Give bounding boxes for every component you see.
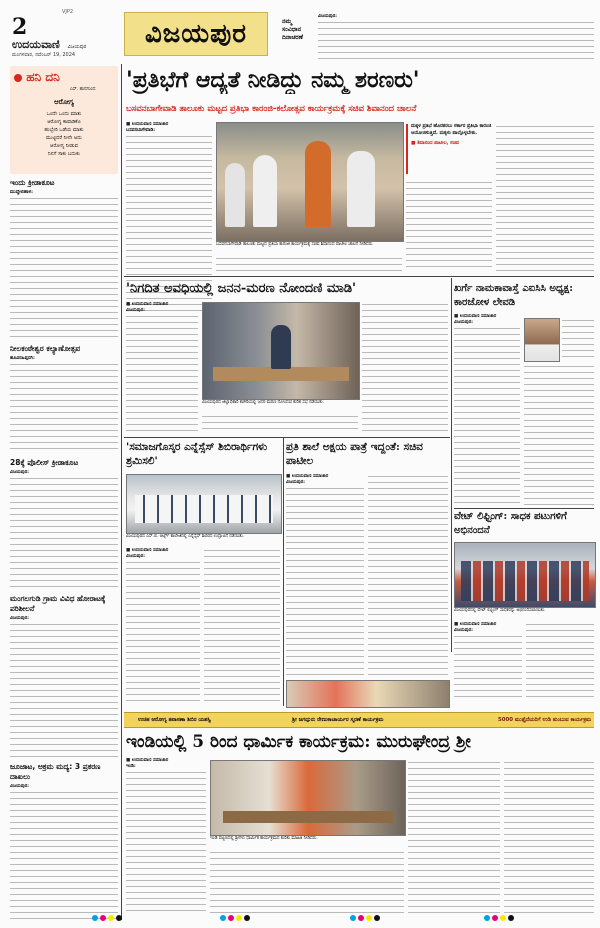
registration-dot-icon [116, 915, 122, 921]
registration-dot-icon [92, 915, 98, 921]
brief-5-dateline: ವಿಜಯಪುರ: [10, 784, 29, 789]
story2-caption: ವಿಜಯಪುರದ ಜಿಲ್ಲಾಧಿಕಾರಿ ಕಚೇರಿಯಲ್ಲಿ ಜನನ-ಮರಣ ನೋಂದಣಿ ಕುರಿತ ಸಭೆ ನಡೆಯಿತು. [202, 400, 324, 405]
registration-dot-icon [492, 915, 498, 921]
bottom-body-far-right [504, 760, 594, 916]
vertical-divider [283, 438, 284, 706]
story4-photo [126, 474, 282, 534]
story6-byline: ■ ಉದಯವಾಣಿ ಸಮಾಚಾರ [454, 622, 497, 627]
quote-line: ಆರೋಗ್ಯ ಕಾಪಾಡಿಕೊ [47, 119, 81, 125]
edition-title-box [124, 12, 268, 56]
story6-photo [454, 542, 596, 608]
top-right-dateline: ವಿಜಯಪುರ: [318, 14, 337, 19]
brief-4-headline: ಮಂಗಲಗುಡಿ ಗ್ರಾಮ ವಿವಿಧ ಹೋರಾಟಕ್ಕೆ ಪರಿಶೀಲನೆ [10, 594, 106, 613]
side-label [282, 18, 303, 42]
lead-subhead: ಬಸವನಬಾಗೇವಾಡಿ ತಾಲೂಕು ಮಟ್ಟದ ಪ್ರತಿಭಾ ಕಾರಂಜಿ-ಕಲೋತ್ಸವ ಕಾರ್ಯಕ್ರಮಕ್ಕೆ ಸಚಿವ ಶಿವಾನಂದ ಚಾಲನೆ [126, 104, 417, 114]
brand-logo [14, 70, 60, 85]
story4-body-right [204, 548, 280, 704]
bottom-headline: ಇಂಡಿಯಲ್ಲಿ 5 ರಿಂದ ಧಾರ್ಮಿಕ ಕಾರ್ಯಕ್ರಮ: ಮುರುಘೇಂದ್ರ ಶ್ರೀ [126, 732, 471, 752]
edition-title: ವಿಜಯಪುರ [144, 19, 247, 49]
lead-photo-figure [253, 155, 277, 227]
brief-4-dateline: ವಿಜಯಪುರ: [10, 616, 29, 621]
story4-body-left [126, 548, 200, 704]
story2-body-mid [202, 414, 358, 434]
bottom-body-left [126, 758, 206, 916]
brief-3 [10, 458, 118, 590]
brand-logo-text: ಹನಿ ದನಿ [26, 70, 60, 84]
section-divider [124, 276, 594, 277]
quote-line: ಹುಬ್ಬೇರಿ ಒಡೆಯ ಮಾತು [44, 127, 84, 133]
story4-byline: ■ ಉದಯವಾಣಿ ಸಮಾಚಾರ [126, 548, 169, 553]
lead-body-right [406, 180, 492, 272]
story5-body-left [286, 474, 364, 678]
page-header [0, 0, 600, 62]
story3-body-left [454, 314, 520, 506]
lead-photo [216, 122, 404, 242]
story6-caption: ವಿಜಯಪುರದಲ್ಲಿ ವೇಟ್ ಲಿಫ್ಟಿಂಗ್ ಸಾಧಕರನ್ನು ಅಭಿನಂದಿಸಲಾಯಿತು. [454, 608, 546, 613]
story3-body-side [562, 318, 594, 360]
story5-photo [286, 680, 450, 708]
brief-5 [10, 762, 118, 920]
story2-dateline: ವಿಜಯಪುರ: [126, 308, 145, 313]
lead-dateline: ಬಸವನಬಾಗೇವಾಡಿ: [126, 128, 156, 133]
story6-body-left [454, 622, 522, 702]
brand-box [10, 66, 118, 174]
page-number: 2 [12, 14, 28, 40]
lead-photo-figure [305, 141, 331, 227]
story6-photo-group [461, 561, 589, 601]
brief-2 [10, 344, 118, 454]
side-label-1: ನಮ್ಮ [282, 18, 292, 25]
section-divider [454, 508, 594, 509]
registration-dot-icon [236, 915, 242, 921]
story4-headline: 'ಸಮಾಜಗೊಸ್ಕರ ಎನ್ನೆಸ್ಸೆಸ್ ಶಿಬಿರಾರ್ಥಿಗಳು ಶ್ರಮಿಸಲಿ' [126, 441, 268, 467]
story5-body-right [368, 474, 448, 678]
registration-dot-icon [228, 915, 234, 921]
story4-caption: ವಿಜಯಪುರದ ಎಸ್.ಬಿ. ಆರ್ಟ್ಸ್ ಕಾಲೇಜಿನಲ್ಲಿ ಎನ್ನೆಸ್ಸೆಸ್ ಶಿಬಿರದ ಉದ್ಘಾಟನೆ ನಡೆಯಿತು. [126, 534, 245, 539]
registration-dot-icon [108, 915, 114, 921]
section-divider [124, 437, 450, 438]
story2-byline: ■ ಉದಯವಾಣಿ ಸಮಾಚಾರ [126, 302, 169, 307]
banner-left: ಉಚಿತ ಆರೋಗ್ಯ ತಪಾಸಣಾ ಶಿಬಿರ ಯಶಸ್ವಿ [138, 717, 211, 723]
lead-body-far-right [496, 124, 594, 272]
side-label-3: ದಿನಾಚರಣೆ [282, 34, 303, 41]
event-banner [124, 712, 594, 728]
registration-marks [0, 912, 600, 924]
bottom-body-right [408, 760, 500, 916]
story5-byline: ■ ಉದಯವಾಣಿ ಸಮಾಚಾರ [286, 474, 329, 479]
left-column [10, 62, 118, 920]
registration-dot-icon [100, 915, 106, 921]
story3-byline: ■ ಉದಯವಾಣಿ ಸಮಾಚಾರ [454, 314, 497, 319]
lead-byline: ■ ಉದಯವಾಣಿ ಸಮಾಚಾರ [126, 122, 169, 127]
registration-dot-icon [484, 915, 490, 921]
story3-headline: ಖರ್ಗೆ ನಾಮಕಾವಾಸ್ತೆ ಎಐಸಿಸಿ ಅಧ್ಯಕ್ಷ: ಕಾರಜೋಳ ಲೇವಡಿ [454, 283, 573, 308]
story6-headline: ವೇಟ್ ಲಿಫ್ಟಿಂಗ್: ಸಾಧಕ ಪಟುಗಳಿಗೆ ಅಭಿನಂದನೆ [454, 511, 567, 536]
story6-dateline: ವಿಜಯಪುರ: [454, 628, 473, 633]
story5-headline: ಪ್ರತಿ ಶಾಲೆ ಅಕ್ಷಯ ಪಾತ್ರೆ ಇದ್ದಂತೆ: ಸಚಿವ ಪಾಟೀಲ [286, 441, 423, 467]
bottom-photo-table [223, 811, 393, 823]
brief-5-body [10, 784, 118, 920]
registration-dot-icon [220, 915, 226, 921]
story2-headline: 'ನಿಗದಿತ ಅವಧಿಯಲ್ಲಿ ಜನನ-ಮರಣ ನೋಂದಣಿ ಮಾಡಿ' [126, 281, 357, 296]
brief-4-body [10, 616, 118, 758]
bottom-dateline: ಇಂಡಿ: [126, 764, 136, 769]
registration-dot-icon [244, 915, 250, 921]
date-line: ಮಂಗಳವಾರ, ನವೆಂಬರ್ 19, 2024 [12, 52, 76, 58]
bottom-byline: ■ ಉದಯವಾಣಿ ಸಮಾಚಾರ [126, 758, 169, 763]
bottom-body-mid [210, 850, 404, 916]
paper-edition: ವಿಜಯಪುರ [67, 44, 87, 50]
story4-dateline: ವಿಜಯಪುರ: [126, 554, 145, 559]
brand-mark-icon [14, 74, 22, 82]
brief-1-body [10, 190, 118, 340]
brief-5-headline: ಜೂಜಾಟ, ಅಕ್ರಮ ಮದ್ಯ: 3 ಪ್ರಕರಣ ದಾಖಲು [10, 762, 101, 781]
brief-3-headline: 28ಕ್ಕೆ ಪೊಲೀಸ್ ಕ್ರೀಡಾಕೂಟ [10, 458, 79, 467]
story6-body-right [526, 622, 594, 702]
banner-right: 5000 ಮುತ್ತೈದೆಯರಿಗೆ ಉಡಿ ತುಂಬುವ ಕಾರ್ಯಕ್ರಮ [498, 717, 592, 723]
top-tag: VJP2 [62, 9, 74, 15]
quote-title: ಆರೋಗ್ಯ [54, 98, 74, 106]
lead-headline: 'ಪ್ರತಿಭೆಗೆ ಆದ್ಯತೆ ನೀಡಿದ್ದು ನಮ್ಮ ಶರಣರು' [126, 67, 420, 93]
registration-dot-icon [374, 915, 380, 921]
story3-body-right [524, 364, 594, 506]
registration-dot-icon [358, 915, 364, 921]
vertical-divider [451, 278, 452, 652]
brief-1-dateline: ಮುದ್ದೇಬಿಹಾಳ: [10, 190, 33, 195]
story5-dateline: ವಿಜಯಪುರ: [286, 480, 305, 485]
lead-pullquote [406, 124, 495, 174]
paper-name-text: ಉದಯವಾಣಿ [12, 38, 60, 51]
story2-body-right [362, 302, 448, 434]
bottom-photo [210, 760, 406, 836]
quote-line: ನಿನಗೆ ಸಾಕು ಬದುಕು [48, 151, 80, 157]
story4-photo-group [135, 495, 273, 523]
top-right-brief [318, 14, 594, 60]
registration-dot-icon [366, 915, 372, 921]
quote-line: ಒಂದೇ ಒಂದು ಮಾತು [46, 111, 82, 117]
brief-3-dateline: ವಿಜಯಪುರ: [10, 470, 29, 475]
brief-2-body [10, 356, 118, 454]
story2-photo-table [213, 367, 349, 381]
pullquote-text: ಮಕ್ಕಳ ಪ್ರತಿಭೆ ಹೊರತರಲು ಸರ್ಕಾರ ಪ್ರತಿಭಾ ಕಾರಂಜಿ ಆಯೋಜಿಸುತ್ತಿದೆ. ಮಕ್ಕಳು ಪಾಲ್ಗೊಳ್ಳಬೇಕು. [411, 124, 492, 136]
lead-caption: ಬಸವನಬಾಗೇವಾಡಿ ತಾಲೂಕು ಮಟ್ಟದ ಪ್ರತಿಭಾ ಕಾರಂಜಿ ಕಾರ್ಯಕ್ರಮಕ್ಕೆ ಸಚಿವ ಶಿವಾನಂದ ಪಾಟೀಲ ಚಾಲನೆ ನೀಡಿದರು. [216, 242, 374, 247]
side-label-2: ಸಂವಿಧಾನ [282, 26, 302, 33]
story2-photo-figure [271, 325, 291, 369]
brief-3-body [10, 470, 118, 590]
bottom-caption: ಇಂಡಿ ಪಟ್ಟಣದಲ್ಲಿ ಶ್ರೀಗಳು ಧಾರ್ಮಿಕ ಕಾರ್ಯಕ್ರಮದ ಕುರಿತು ಮಾಹಿತಿ ನೀಡಿದರು. [210, 836, 318, 841]
column-divider [121, 64, 122, 920]
paper-name [12, 38, 86, 52]
quote-lines [10, 110, 118, 158]
quote-line: ಆರೋಗ್ಯ ನೀಡುವ [50, 143, 78, 149]
registration-dot-icon [350, 915, 356, 921]
brand-sub: ಎಸ್. ಹುನಗುಂದ [70, 87, 96, 92]
pullquote-name: ■ ಶಿವಾನಂದ ಪಾಟೀಲ, ಸಚಿವ [411, 141, 459, 146]
brief-4 [10, 594, 118, 758]
brief-2-dateline: ಹೂವಿನಹಿಪ್ಪರಗಿ: [10, 356, 35, 361]
story2-photo [202, 302, 360, 400]
brief-1 [10, 178, 118, 340]
lead-photo-figure [347, 151, 375, 227]
story3-dateline: ವಿಜಯಪುರ: [454, 320, 473, 325]
banner-mid: ಶ್ರೀ ಜಗದ್ಗುರು ರೇಣುಕಾಚಾರ್ಯರ ಸ್ಮರಣೆ ಕಾರ್ಯಕ್ರಮ [292, 717, 384, 723]
brief-1-headline: ಇಂದು ಕ್ರೀಡಾಕೂಟ [10, 178, 55, 187]
lead-photo-figure [225, 163, 245, 227]
story3-portrait [524, 318, 560, 362]
registration-dot-icon [500, 915, 506, 921]
lead-body-bottom [216, 256, 402, 272]
registration-dot-icon [508, 915, 514, 921]
brief-2-headline: ನೀಲಕಂಠೇಶ್ವರ ಕಲ್ಯಾಣೋತ್ಸವ [10, 344, 81, 353]
quote-line: ಮುಟ್ಟಿದರೆ ನೀನೇ ಅದು [46, 135, 82, 141]
story2-body-left [126, 302, 198, 434]
